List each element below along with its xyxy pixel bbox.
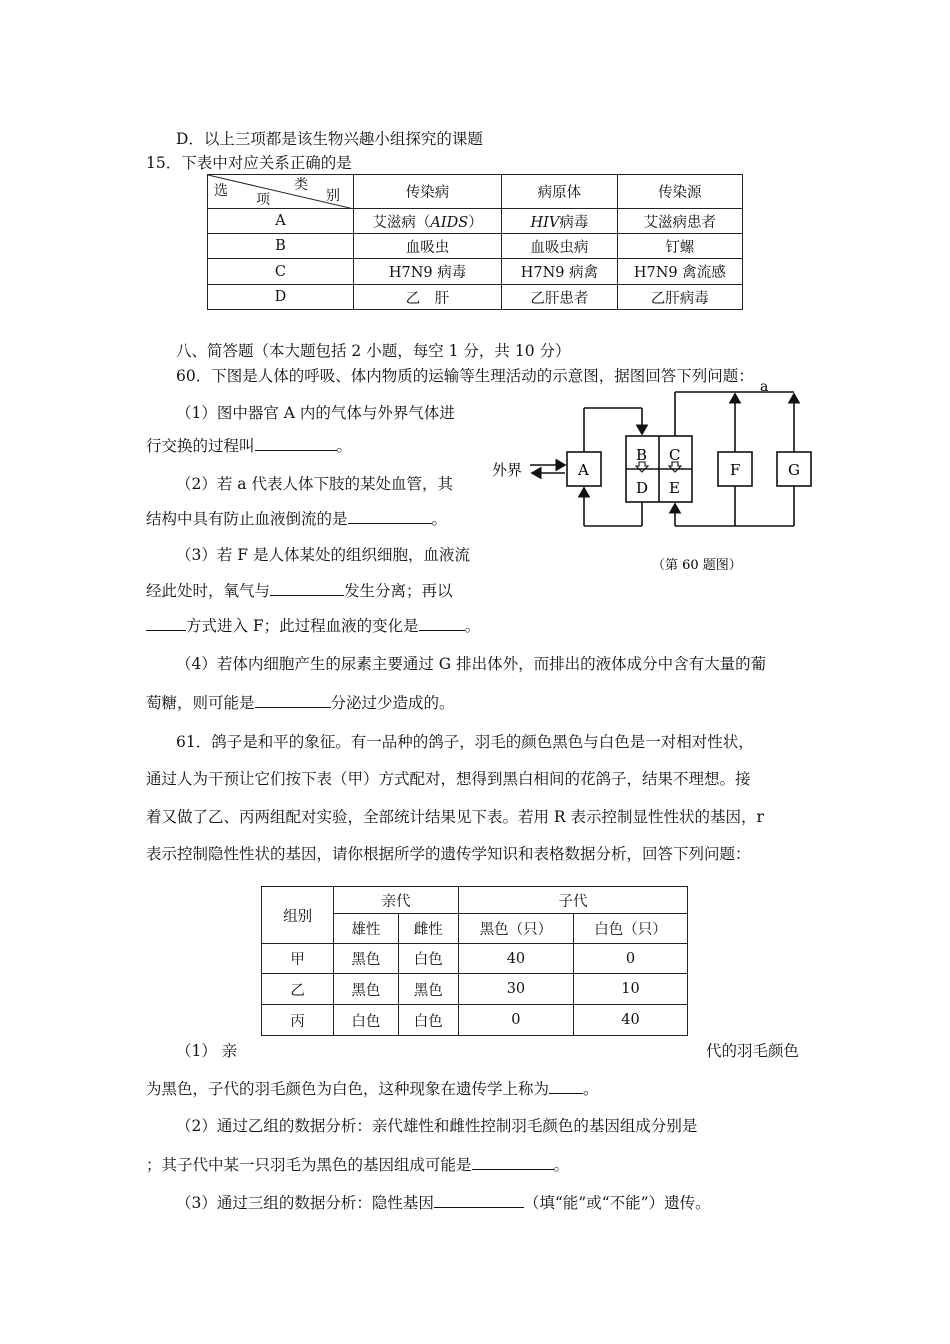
disease-cell: 乙 肝: [353, 285, 501, 310]
header-parent: 亲代: [334, 887, 459, 914]
q61-l4: 表示控制隐性性状的基因，请你根据所学的遗传学知识和表格数据分析，回答下列问题：: [146, 845, 751, 863]
q61-l1: 61．鸽子是和平的象征。有一品种的鸽子，羽毛的颜色黑色与白色是一对相对性状，: [176, 733, 754, 751]
table-row: [208, 259, 743, 285]
q60-p2-b: 结构中具有防止血液倒流的是 。: [146, 510, 448, 528]
label-a: a: [760, 380, 769, 395]
q15-diagonal-header: [208, 175, 354, 209]
q60-diagram: [480, 380, 820, 580]
black-cell: 30: [458, 974, 573, 1005]
q15-table: [207, 174, 743, 310]
answer-blank[interactable]: [419, 616, 465, 631]
q61-p1-left: （1） 亲: [176, 1042, 238, 1060]
white-cell: 10: [573, 974, 687, 1005]
header-white-count: 白色（只）: [573, 914, 687, 944]
q15-stem: 15．下表中对应关系正确的是: [146, 154, 352, 172]
female-cell: 白色: [398, 944, 458, 974]
group-cell: 丙: [262, 1005, 334, 1036]
header-female: 雌性: [398, 914, 458, 944]
diagram-caption: （第 60 题图）: [652, 558, 742, 573]
label-box-e: E: [669, 479, 680, 497]
label-box-b: B: [636, 446, 648, 464]
table-row: [262, 1005, 688, 1036]
q61-table: [261, 886, 688, 1036]
q60-p4-a: （4）若体内细胞产生的尿素主要通过 G 排出体外，而排出的液体成分中含有大量的葡: [176, 655, 767, 673]
white-cell: 0: [573, 944, 687, 974]
option-cell: A: [208, 209, 354, 234]
q61-p1-right: 代的羽毛颜色: [706, 1042, 800, 1060]
disease-cell: 血吸虫: [353, 234, 501, 259]
label-box-a: A: [578, 461, 589, 479]
header-male: 雄性: [334, 914, 398, 944]
pathogen-cell: HIV病毒: [502, 209, 617, 234]
option-cell: B: [208, 234, 354, 259]
pathogen-cell: 乙肝患者: [502, 285, 617, 310]
section8-title: 八、简答题（本大题包括 2 小题，每空 1 分，共 10 分）: [176, 342, 571, 360]
black-cell: 40: [458, 944, 573, 974]
white-cell: 40: [573, 1005, 687, 1036]
male-cell: 黑色: [334, 974, 398, 1005]
header-black-count: 黑色（只）: [458, 914, 573, 944]
table-row: [262, 974, 688, 1005]
header-disease: 传染病: [353, 175, 501, 209]
header-pathogen: 病原体: [502, 175, 617, 209]
group-cell: 甲: [262, 944, 334, 974]
label-outside: 外界: [492, 461, 523, 479]
disease-cell: H7N9 病毒: [353, 259, 501, 285]
option-cell: D: [208, 285, 354, 310]
source-cell: 钉螺: [617, 234, 742, 259]
black-cell: 0: [458, 1005, 573, 1036]
q60-p1-a: （1）图中器官 A 内的气体与外界气体进: [176, 404, 455, 422]
q61-l2: 通过人为干预让它们按下表（甲）方式配对，想得到黑白相间的花鸽子，结果不理想。接: [146, 770, 751, 788]
q61-p2-a: （2）通过乙组的数据分析：亲代雄性和雌性控制羽毛颜色的基因组成分别是: [176, 1117, 698, 1135]
header-source: 传染源: [617, 175, 742, 209]
table-row: [262, 944, 688, 974]
option-cell: C: [208, 259, 354, 285]
q60-p1-b: 行交换的过程叫 。: [146, 437, 353, 455]
female-cell: 白色: [398, 1005, 458, 1036]
answer-blank[interactable]: [472, 1155, 554, 1170]
diag-left1: 选: [214, 183, 228, 199]
table-row: [208, 234, 743, 259]
q61-p2-b: ；其子代中某一只羽毛为黑色的基因组成可能是 。: [146, 1156, 570, 1174]
answer-blank[interactable]: [255, 693, 331, 708]
male-cell: 白色: [334, 1005, 398, 1036]
q60-p2-a: （2）若 a 代表人体下肢的某处血管，其: [176, 475, 453, 493]
answer-blank[interactable]: [255, 436, 337, 451]
answer-blank[interactable]: [434, 1193, 524, 1208]
answer-blank[interactable]: [146, 616, 186, 631]
female-cell: 黑色: [398, 974, 458, 1005]
q60-stem: 60．下图是人体的呼吸、体内物质的运输等生理活动的示意图，据图回答下列问题：: [176, 367, 754, 385]
q60-p3-c: 方式进入 F；此过程血液的变化是 。: [146, 614, 480, 636]
table-row: [208, 285, 743, 310]
group-cell: 乙: [262, 974, 334, 1005]
diag-right: 别: [326, 188, 340, 204]
table-row: [208, 209, 743, 234]
answer-blank[interactable]: [549, 1079, 583, 1094]
answer-blank[interactable]: [348, 509, 432, 524]
q61-p1-b: 为黑色，子代的羽毛颜色为白色，这种现象在遗传学上称为 。: [146, 1080, 599, 1098]
label-box-c: C: [669, 446, 681, 464]
header-group: 组别: [262, 887, 334, 944]
source-cell: 艾滋病患者: [617, 209, 742, 234]
diag-top: 类: [294, 177, 308, 193]
source-cell: 乙肝病毒: [617, 285, 742, 310]
q61-p3: （3）通过三组的数据分析：隐性基因 （填“能”或“不能”）遗传。: [176, 1194, 711, 1212]
male-cell: 黑色: [334, 944, 398, 974]
q60-p3-b: 经此处时，氧气与 发生分离；再以: [146, 582, 453, 600]
label-box-d: D: [636, 479, 649, 497]
label-box-f: F: [730, 461, 741, 479]
header-child: 子代: [458, 887, 687, 914]
q60-p4-b: 萄糖，则可能是 分泌过少造成的。: [146, 694, 455, 712]
disease-cell: 艾滋病（AIDS）: [353, 209, 501, 234]
q60-p3-a: （3）若 F 是人体某处的组织细胞，血液流: [176, 546, 470, 564]
pathogen-cell: 血吸虫病: [502, 234, 617, 259]
pathogen-cell: H7N9 病禽: [502, 259, 617, 285]
diag-left2: 项: [256, 192, 270, 208]
q61-l3: 着又做了乙、丙两组配对实验，全部统计结果见下表。若用 R 表示控制显性性状的基因，r: [146, 808, 764, 826]
source-cell: H7N9 禽流感: [617, 259, 742, 285]
q14-option-d: D．以上三项都是该生物兴趣小组探究的课题: [176, 130, 483, 148]
answer-blank[interactable]: [270, 581, 344, 596]
label-box-g: G: [788, 461, 800, 479]
